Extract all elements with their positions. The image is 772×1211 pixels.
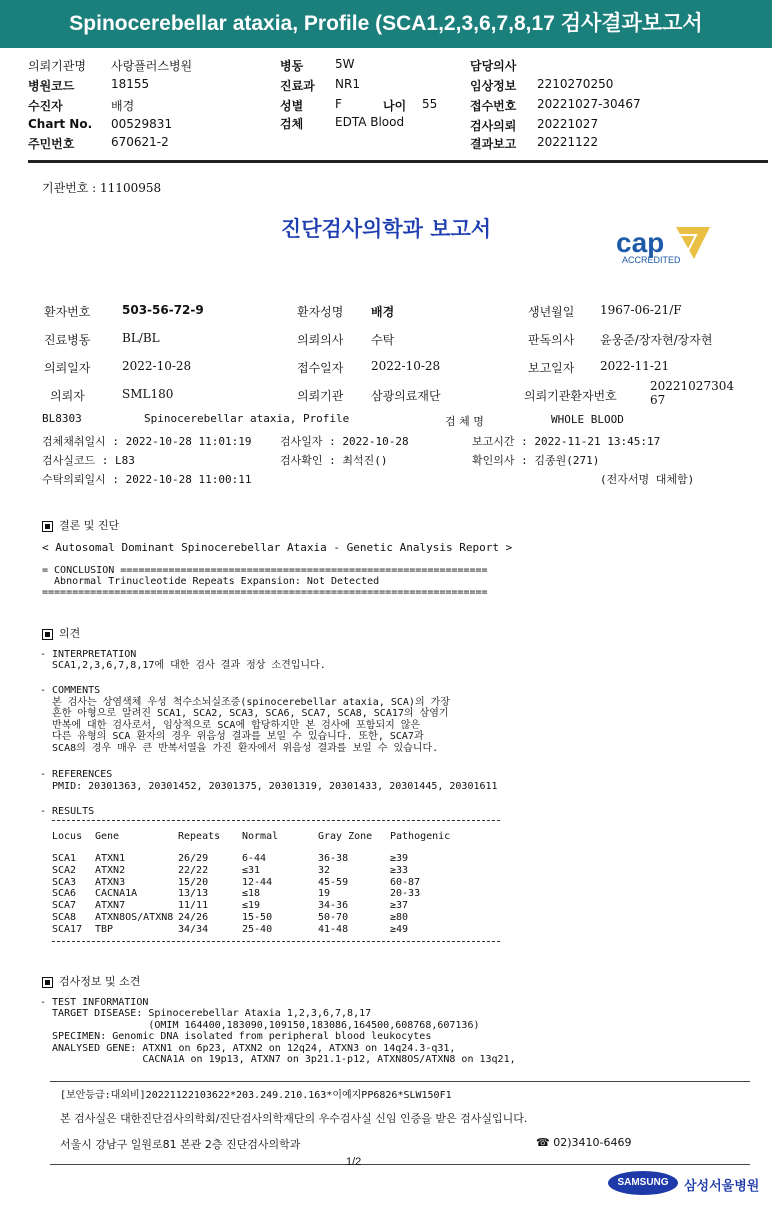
results-row-cell: ≥37: [390, 900, 409, 912]
references-block: [40, 769, 498, 792]
header-label: 주민번호: [28, 137, 75, 151]
results-rule: [52, 941, 500, 942]
header-label: 병원코드: [28, 79, 75, 93]
patient-label: 의뢰기관: [297, 389, 344, 403]
samsung-logo-mark: SAMSUNG: [608, 1171, 678, 1195]
e-signature-note: (전자서명 대체함): [600, 473, 695, 486]
cap-sub: ACCREDITED: [622, 255, 681, 265]
test-information-block: [40, 997, 516, 1065]
page-number: 1/2: [346, 1156, 362, 1168]
lab-report-title: 진단검사의학과 보고서: [280, 216, 492, 241]
birth-date: 1967-06-21/F: [600, 303, 682, 317]
patient-label: 판독의사: [528, 333, 575, 347]
refs-pmid: PMID: 20301363, 20301452, 20301375, 20301319, 20301433, 20301445, 20301611: [40, 780, 498, 792]
results-row-cell: ATXN8OS/ATXN8: [95, 912, 174, 923]
header-label: 담당의사: [470, 59, 517, 73]
header-value: NR1: [335, 77, 360, 91]
header-label: 성별: [280, 99, 304, 113]
comments-line: 본 검사는 상염색체 우성 척수소뇌실조증(spinocerebellar ataxia, SCA)의 가장: [40, 696, 450, 708]
header-value: 670621-2: [111, 135, 169, 149]
header-divider: [28, 160, 768, 163]
report-title-bar: [0, 0, 772, 48]
results-row-cell: SCA1: [52, 853, 77, 864]
patient-label: 의뢰자: [50, 389, 85, 403]
conclusion-block: [42, 565, 488, 598]
results-row-cell: 32: [318, 864, 331, 876]
results-row-cell: 45-59: [318, 876, 349, 888]
ordering-doctor: 수탁: [371, 333, 395, 347]
section-title: 결론 및 진단: [59, 519, 120, 532]
test-name: Spinocerebellar ataxia, Profile: [144, 412, 350, 425]
header-label: 진료과: [280, 79, 315, 93]
cap-name: cap: [616, 227, 665, 258]
results-row-cell: 24/26: [178, 912, 209, 923]
results-row-cell: ATXN2: [95, 864, 126, 876]
report-subtitle: < Autosomal Dominant Spinocerebellar Ataxia - Genetic Analysis Report >: [42, 541, 513, 554]
comments-line: SCA8의 경우 매우 큰 반복서열을 가진 환자에서 위음성 결과를 보일 수 있습니다.: [40, 742, 439, 754]
results-row-cell: SCA2: [52, 864, 77, 876]
header-label: 검체: [280, 117, 304, 131]
header-value: 사랑플러스병원: [111, 59, 193, 73]
results-row-cell: 6-44: [242, 853, 267, 864]
report-time: 보고시간 : 2022-11-21 13:45:17: [472, 435, 661, 448]
section-test-info: [42, 973, 140, 989]
test-confirm: 검사확인 : 최석진(): [280, 454, 388, 467]
results-row-cell: 20-33: [390, 888, 421, 900]
header-label: Chart No.: [28, 117, 93, 131]
comments-block: [40, 685, 450, 754]
results-header-cell: Pathogenic: [390, 831, 451, 842]
testinfo-line: ANALYSED GENE: ATXN1 on 6p23, ATXN2 on 12q24, ATXN3 on 14q24.3-q31,: [40, 1042, 456, 1054]
security-line: [보안등급:대외비]20221122103622*203.249.210.163*이예지PP6826*SLW150F1: [60, 1090, 452, 1101]
lab-report: [0, 165, 772, 1198]
conclusion-line: ==========================================================================: [42, 587, 488, 598]
results-row-cell: 22/22: [178, 864, 209, 876]
patient-label: 생년월일: [528, 305, 575, 319]
test-date: 검사일자 : 2022-10-28: [280, 435, 409, 448]
results-row-cell: 12-44: [242, 876, 273, 888]
header-label: 검사의뢰: [470, 119, 517, 133]
header-label: 결과보고: [470, 137, 517, 151]
results-header-cell: Normal: [242, 831, 279, 842]
interp-text: SCA1,2,3,6,7,8,17에 대한 검사 결과 정상 소견입니다.: [40, 660, 326, 671]
results-row-cell: TBP: [95, 923, 114, 935]
patient-label: 환자성명: [297, 305, 344, 319]
header-value: EDTA Blood: [335, 115, 405, 129]
results-row-cell: SCA17: [52, 923, 83, 935]
comments-heading: - COMMENTS: [40, 685, 101, 696]
results-row-cell: 25-40: [242, 923, 273, 935]
patient-label: 환자번호: [44, 305, 91, 319]
consignment-time: 수탁의뢰일시 : 2022-10-28 11:00:11: [42, 473, 252, 486]
age-value: 55: [422, 97, 438, 111]
section-title: 의견: [59, 627, 81, 640]
header-label: 접수번호: [470, 99, 517, 113]
results-row-cell: ≥49: [390, 923, 409, 935]
patient-name: 배경: [371, 305, 395, 319]
header-label: 임상정보: [470, 79, 517, 93]
certification-text: 본 검사실은 대한진단검사의학회/진단검사의학재단의 우수검사실 신임 인증을 받은 검사실입니다.: [60, 1112, 528, 1125]
receipt-date: 2022-10-28: [371, 359, 441, 373]
confirm-doctor: 확인의사 : 김종원(271): [472, 454, 600, 467]
results-header-cell: Repeats: [178, 831, 221, 842]
results-row-cell: CACNA1A: [95, 888, 138, 900]
results-row-cell: SCA7: [52, 900, 77, 912]
patient-label: 보고일자: [528, 361, 575, 375]
results-row-cell: 36-38: [318, 853, 349, 864]
patient-label: 의뢰일자: [44, 361, 91, 375]
results-row-cell: ≤31: [242, 864, 261, 876]
results-row-cell: SCA6: [52, 888, 77, 900]
header-value: 20221027-30467: [537, 97, 641, 111]
results-row-cell: 11/11: [178, 900, 209, 912]
lab-address: 서울시 강남구 일원로81 본관 2층 진단검사의학과: [60, 1138, 301, 1151]
header-value: 2210270250: [537, 77, 614, 91]
header-value: 00529831: [111, 117, 173, 131]
section-bullet-icon: [42, 629, 53, 640]
comments-line: 다른 유형의 SCA 환자의 경우 위음성 결과를 보일 수 있습니다. 또한, SCA7과: [40, 731, 424, 742]
lab-code: 검사실코드 : L83: [42, 454, 135, 467]
patient-label: 접수일자: [297, 361, 344, 375]
header-value: 배경: [111, 99, 135, 113]
patient-number: 503-56-72-9: [122, 303, 204, 317]
institution-number: 기관번호 : 11100958: [42, 181, 162, 195]
patient-label: 진료병동: [44, 333, 91, 347]
testinfo-heading: - TEST INFORMATION: [40, 997, 149, 1008]
results-header-cell: Gene: [95, 831, 120, 842]
results-row-cell: ATXN7: [95, 900, 126, 912]
header-label: 의뢰기관명: [28, 59, 86, 73]
results-row-cell: ≥80: [390, 912, 409, 923]
results-row-cell: SCA3: [52, 876, 77, 888]
report-footer: [50, 1081, 750, 1165]
results-header-cell: Gray Zone: [318, 831, 373, 842]
institution-patient-number: 2022102730467: [650, 379, 734, 407]
patient-label: 의뢰의사: [297, 333, 344, 347]
interp-heading: - INTERPRETATION: [40, 649, 137, 660]
results-row-cell: 19: [318, 888, 331, 900]
results-row-cell: 60-87: [390, 876, 421, 888]
report-date: 2022-11-21: [600, 359, 670, 373]
testinfo-line: CACNA1A on 19p13, ATXN7 on 3p21.1-p12, ATXN8OS/ATXN8 on 13q21,: [40, 1054, 516, 1066]
header-value: 20221027: [537, 117, 599, 131]
results-row-cell: ≥33: [390, 864, 409, 876]
header-value: 18155: [111, 77, 150, 91]
comments-line: 반복에 대한 검사로서, 임상적으로 SCA에 합당하지만 본 검사에 포함되지 않은: [40, 719, 421, 731]
results-row-cell: 34-36: [318, 900, 349, 912]
results-row-cell: ATXN3: [95, 876, 126, 888]
header-value: 5W: [335, 57, 355, 71]
section-conclusion: [42, 517, 119, 533]
conclusion-line: = CONCLUSION =============================================================: [42, 565, 488, 576]
results-row-cell: ATXN1: [95, 853, 126, 864]
results-row-cell: 41-48: [318, 923, 349, 935]
results-row-cell: ≤18: [242, 888, 261, 900]
interpretation-block: [40, 649, 326, 671]
conclusion-text: Abnormal Trinucleotide Repeats Expansion: Not Detected: [42, 576, 380, 587]
request-date: 2022-10-28: [122, 359, 192, 373]
results-heading: - RESULTS: [40, 806, 95, 817]
results-row-cell: 13/13: [178, 888, 209, 900]
results-row-cell: ≤19: [242, 900, 261, 912]
testinfo-line: TARGET DISEASE: Spinocerebellar Ataxia 1,2,3,6,7,8,17: [40, 1008, 372, 1020]
results-row-cell: 15-50: [242, 912, 273, 923]
results-row-cell: ≥39: [390, 853, 409, 864]
collection-time: 검체채취일시 : 2022-10-28 11:01:19: [42, 435, 252, 448]
lab-phone: ☎ 02)3410-6469: [536, 1136, 632, 1149]
results-row-cell: 50-70: [318, 912, 349, 923]
refs-heading: - REFERENCES: [40, 769, 113, 780]
ward: BL/BL: [122, 331, 160, 345]
results-row-cell: SCA8: [52, 912, 77, 923]
header-value: 20221122: [537, 135, 599, 149]
section-title: 검사정보 및 소견: [59, 975, 141, 988]
header-label: 병동: [280, 59, 304, 73]
section-bullet-icon: [42, 977, 53, 988]
testinfo-line: SPECIMEN: Genomic DNA isolated from peripheral blood leukocytes: [40, 1031, 432, 1043]
reading-doctors: 윤웅준/장자현/장자현: [600, 333, 713, 347]
cap-logo: [612, 225, 722, 267]
requesting-institution: 삼광의료재단: [371, 389, 441, 403]
section-opinion: [42, 625, 80, 641]
patient-label: 의뢰기관환자번호: [524, 389, 617, 403]
testinfo-line: (OMIM 164400,183090,109150,183086,164500,608768,607136): [40, 1019, 480, 1031]
hospital-logo-text: 삼성서울병원: [684, 1179, 760, 1194]
test-code: BL8303: [42, 412, 82, 425]
results-rule: [52, 820, 500, 821]
specimen-name: WHOLE BLOOD: [551, 413, 624, 426]
results-row-cell: 26/29: [178, 853, 209, 864]
header-label: 수진자: [28, 99, 63, 113]
results-row-cell: 15/20: [178, 876, 209, 888]
requester: SML180: [122, 387, 174, 401]
age-label: 나이: [383, 99, 407, 113]
results-header-cell: Locus: [52, 831, 83, 842]
report-title: Spinocerebellar ataxia, Profile (SCA1,2,3,6,7,8,17 검사결과보고서: [69, 12, 703, 35]
section-bullet-icon: [42, 521, 53, 532]
header-value: F: [335, 97, 342, 111]
results-row-cell: 34/34: [178, 923, 209, 935]
specimen-label: 검 체 명: [445, 415, 484, 428]
comments-line: 흔한 아형으로 알려진 SCA1, SCA2, SCA3, SCA6, SCA7, SCA8, SCA17의 삼염기: [40, 708, 449, 719]
